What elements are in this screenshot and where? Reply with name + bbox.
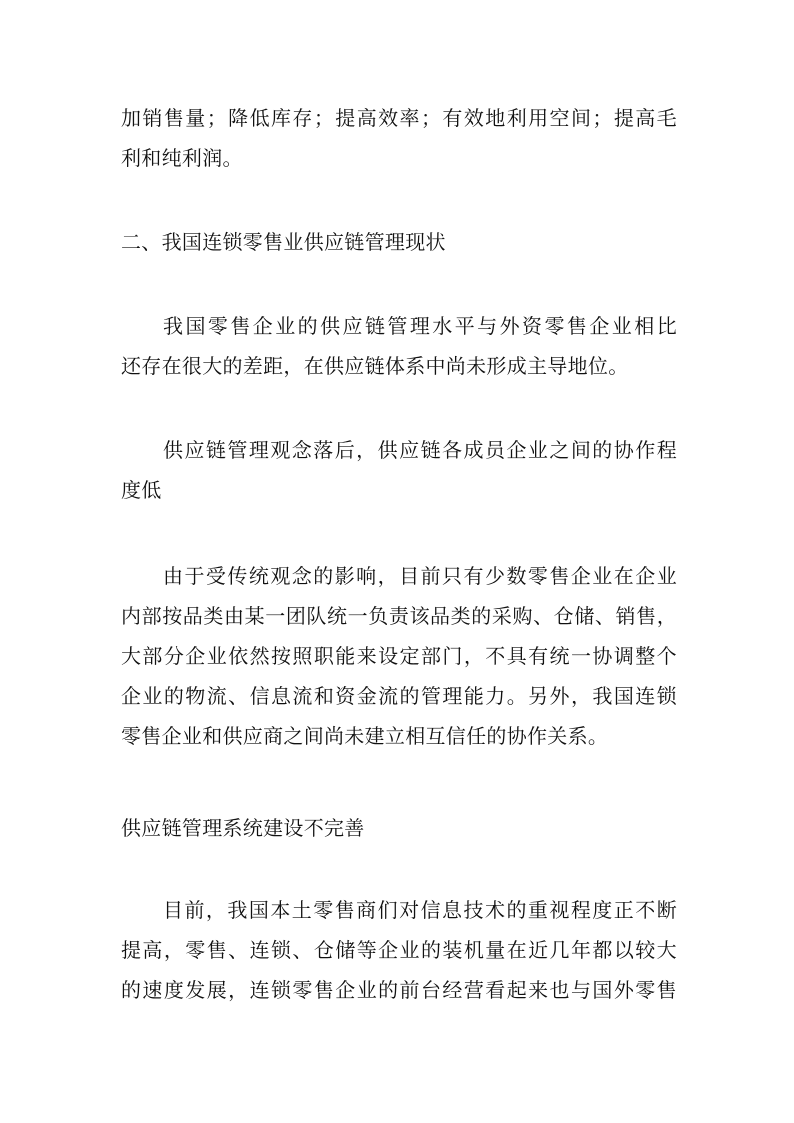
section-heading-2 [121, 808, 677, 848]
section-heading-1 [121, 222, 677, 262]
paragraph-2 [121, 306, 677, 386]
paragraph-3 [121, 430, 677, 510]
paragraph-5-line-2: 提高，零售、连锁、仓储等企业的装机量在近几年都以较大 [121, 938, 677, 962]
paragraph-4-line-3: 大部分企业依然按照职能来设定部门，不具有统一协调整个 [121, 644, 677, 668]
section-heading-2-text: 供应链管理系统建设不完善 [121, 816, 365, 840]
paragraph-4-line-5: 零售企业和供应商之间尚未建立相互信任的协作关系。 [121, 724, 609, 748]
paragraph-1-line-1: 加销售量；降低库存；提高效率；有效地利用空间；提高毛 [121, 106, 677, 130]
paragraph-3-line-2: 度低 [121, 478, 162, 502]
paragraph-3-line-1: 供应链管理观念落后，供应链各成员企业之间的协作程 [163, 438, 677, 462]
paragraph-4-line-1: 由于受传统观念的影响，目前只有少数零售企业在企业 [163, 564, 677, 588]
section-heading-1-text: 二、我国连锁零售业供应链管理现状 [121, 230, 446, 254]
paragraph-4-line-2: 内部按品类由某一团队统一负责该品类的采购、仓储、销售， [121, 604, 677, 628]
paragraph-4-line-4: 企业的物流、信息流和资金流的管理能力。另外，我国连锁 [121, 684, 677, 708]
paragraph-5 [121, 890, 677, 1010]
paragraph-5-line-1: 目前，我国本土零售商们对信息技术的重视程度正不断 [163, 898, 677, 922]
paragraph-5-line-3: 的速度发展，连锁零售企业的前台经营看起来也与国外零售 [121, 978, 677, 1002]
paragraph-1-line-2: 利和纯利润。 [121, 146, 243, 170]
paragraph-2-line-1: 我国零售企业的供应链管理水平与外资零售企业相比 [163, 314, 677, 338]
paragraph-4 [121, 556, 677, 756]
paragraph-2-line-2: 还存在很大的差距，在供应链体系中尚未形成主导地位。 [121, 354, 629, 378]
paragraph-1 [121, 98, 677, 178]
